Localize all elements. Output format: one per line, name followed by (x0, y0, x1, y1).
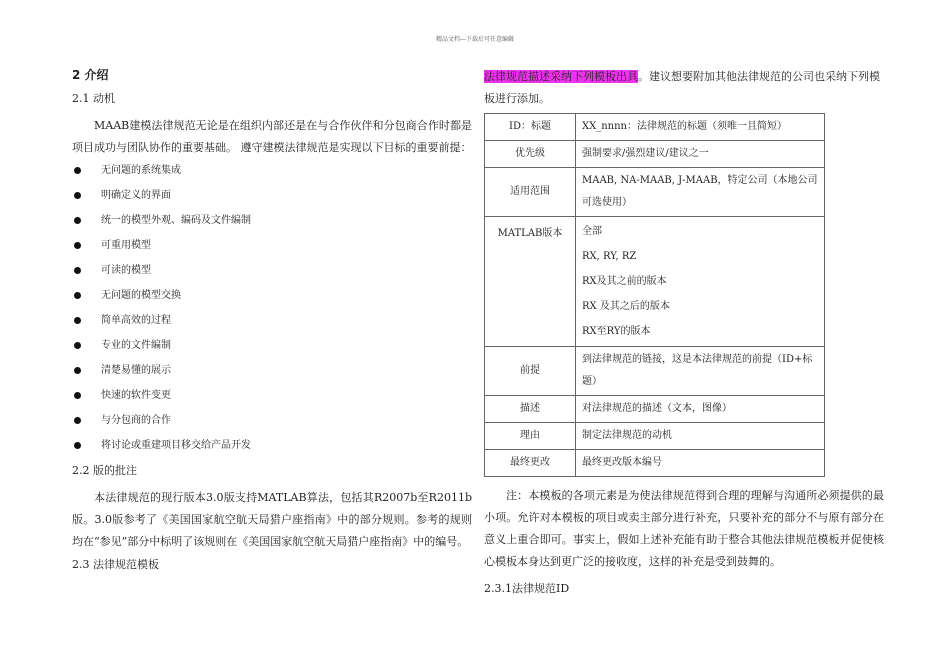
list-item: 将讨论或重建项目移交给产品开发 (72, 438, 472, 463)
version-paragraph: 本法律规范的现行版本3.0版支持MATLAB算法，包括其R2007b至R2011b版。3.0版参考了《美国国家航空航天局猎户座指南》中的部分规则。参考的规则均在“参见”部分中标明了该规则在《美国国家航空航天局猎户座指南》中的编号。 (72, 491, 472, 548)
highlighted-text: 法律规范描述采纳下列模板出具 (484, 70, 638, 83)
bullet-icon (74, 417, 81, 424)
bullet-icon (74, 267, 81, 274)
subsection-template-title: 2.3 法律规范模板 (72, 558, 159, 571)
bullet-icon (74, 317, 81, 324)
guideline-template-table (484, 113, 825, 477)
table-row (485, 396, 825, 423)
table-key: 最终更改 (485, 450, 576, 477)
subsection-version-title: 2.2 版的批注 (72, 464, 137, 477)
list-item: 清楚易懂的展示 (72, 363, 472, 388)
list-item: 简单高效的过程 (72, 313, 472, 338)
table-row (485, 217, 825, 347)
bullet-icon (74, 367, 81, 374)
list-item: 可重用模型 (72, 238, 472, 263)
list-item: 与分包商的合作 (72, 413, 472, 438)
bullet-icon (74, 217, 81, 224)
list-item: 统一的模型外观、编码及文件编制 (72, 213, 472, 238)
table-value: 对法律规范的描述（文本，图像） (576, 396, 825, 423)
list-item: 快速的软件变更 (72, 388, 472, 413)
list-item: 可读的模型 (72, 263, 472, 288)
list-item: 明确定义的界面 (72, 188, 472, 213)
left-column (72, 66, 472, 581)
subsection-guideline-id-title: 2.3.1法律规范ID (484, 582, 570, 595)
right-column (484, 66, 884, 597)
list-item: 无问题的模型交换 (72, 288, 472, 313)
table-key: 适用范围 (485, 168, 576, 217)
motivation-paragraph: MAAB建模法律规范无论是在组织内部还是在与合作伙伴和分包商合作时都是项目成功与团队协作的重要基础。 遵守建模法律规范是实现以下目标的重要前提： (72, 119, 472, 154)
table-value: MAAB, NA-MAAB, J-MAAB，特定公司（本地公司可选使用） (576, 168, 825, 217)
subsection-motivation-title: 2.1 动机 (72, 92, 115, 105)
page-header: 精品文档---下载后可任意编辑 (435, 36, 515, 43)
bullet-icon (74, 342, 81, 349)
table-key: 描述 (485, 396, 576, 423)
table-key: 优先级 (485, 141, 576, 168)
intro-text: 。建议想要附加其他法律规范的公司也采纳下列模板进行添加。 (484, 70, 880, 105)
table-key: ID：标题 (485, 114, 576, 141)
bullet-icon (74, 192, 81, 199)
table-value: 制定法律规范的动机 (576, 423, 825, 450)
table-key: 前提 (485, 347, 576, 396)
table-value: XX_nnnn：法律规范的标题（须唯一且简短） (576, 114, 825, 141)
bullet-icon (74, 392, 81, 399)
table-value: 到法律规范的链接，这是本法律规范的前提（ID+标题） (576, 347, 825, 396)
table-value: 全部 RX, RY, RZ RX及其之前的版本 RX 及其之后的版本 RX至RY的版本 (576, 217, 825, 347)
bullet-icon (74, 292, 81, 299)
table-key: MATLAB版本 (485, 217, 576, 347)
table-row (485, 347, 825, 396)
template-intro (484, 66, 884, 110)
table-row (485, 168, 825, 217)
table-row (485, 141, 825, 168)
template-note: 注：本模板的各项元素是为使法律规范得到合理的理解与沟通所必须提供的最小项。允许对本模板的项目或卖主部分进行补充，只要补充的部分不与原有部分在意义上重合即可。事实上，假如上述补充能有助于整合其他法律规范模板并促使核心模板本身达到更广泛的接收度，这样的补充是受到鼓舞的。 (484, 489, 884, 568)
list-item: 无问题的系统集成 (72, 163, 472, 188)
table-row (485, 450, 825, 477)
table-row (485, 114, 825, 141)
bullet-icon (74, 442, 81, 449)
table-key: 理由 (485, 423, 576, 450)
bullet-icon (74, 167, 81, 174)
goals-list (72, 163, 472, 463)
bullet-icon (74, 242, 81, 249)
table-value: 强制要求/强烈建议/建议之一 (576, 141, 825, 168)
table-row (485, 423, 825, 450)
list-item: 专业的文件编制 (72, 338, 472, 363)
section-title: 2 介绍 (72, 68, 109, 82)
table-value: 最终更改版本编号 (576, 450, 825, 477)
